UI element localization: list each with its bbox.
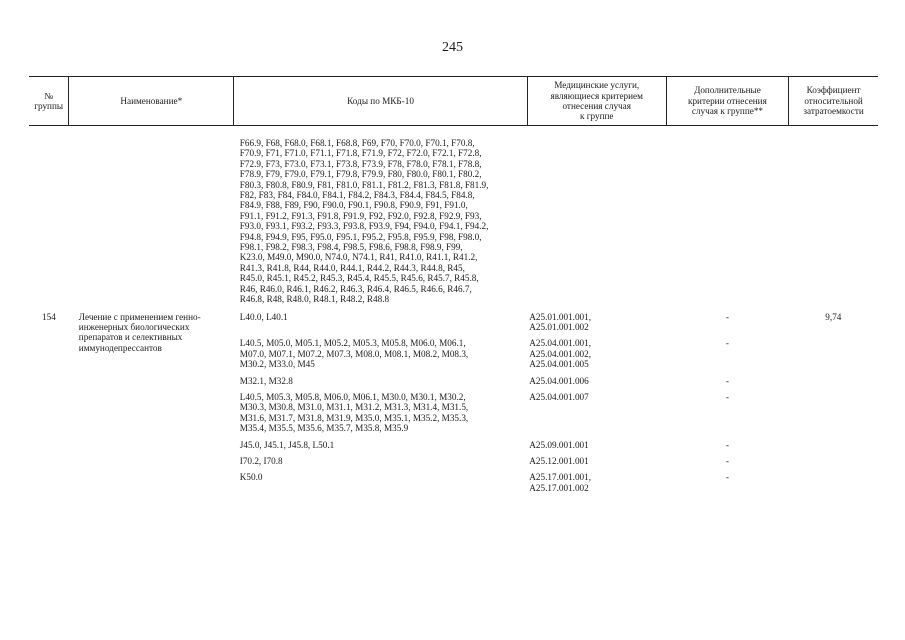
header-group-number: № группы [29, 77, 69, 126]
page-number: 245 [442, 40, 463, 55]
medical-services: A25.01.001.001, A25.01.001.002 [529, 311, 592, 332]
continuation-icd-codes: F66.9, F68, F68.0, F68.1, F68.8, F69, F70, F70.0, F70.1, F70.8, F70.9, F71, F71.0, F71.1, F71.8, F71.9, F72, F72.0, F72.1, F72.8, F72.9, F73, F73.0, F73.1, F73.8, F73.9, F78, F78.0, F78.1, F78.8, F78.9, F79, F79.0, F79.1, F79.8, F79.9, F80, F80.0, F80.1, F80.2, F80.3, F80.8, F80.9, F81, F81.0, F81.1, F81.2, F81.3, F81.8, F81.9, F82, F83, F84, F84.0, F84.1, F84.2, F84.3, F84.4, F84.5, F84.8, F84.9, F88, F89, F90, F90.0, F90.1, F90.8, F90.9, F91, F91.0, F91.1, F91.2, F91.3, F91.8, F91.9, F92, F92.0, F92.8, F92.9, F93, F93.0, F93.1, F93.2, F93.3, F93.8, F93.9, F94, F94.0, F94.1, F94.2, F94.8, F94.9, F95, F95.0, F95.1, F95.2, F95.8, F95.9, F98, F98.0, F98.1, F98.2, F98.3, F98.4, F98.5, F98.6, F98.8, F98.9, F99, K23.0, M49.0, M90.0, N74.0, N74.1, R41, R41.0, R41.1, R41.2, R41.3, R41.8, R44, R44.0, R44.1, R44.2, R44.3, R44.8, R45, R45.0, R45.1, R45.2, R45.3, R45.4, R45.5, R45.6, R45.7, R45.8, R46, R46.0, R46.1, R46.2, R46.3, R46.4, R46.5, R46.6, R46.7, R46.8, R48, R48.0, R48.1, R48.2, R48.8 [239, 138, 489, 305]
icd-codes: I70.2, I70.8 [239, 455, 283, 466]
header-icd-codes: Коды по МКБ-10 [234, 77, 528, 126]
cell-empty [666, 126, 789, 311]
icd-codes: L40.5, M05.0, M05.1, M05.2, M05.3, M05.8, M06.0, M06.1, M07.0, M07.1, M07.2, M07.3, M08.0, M08.1, M08.2, M08.3, M30.2, M33.0, M45 [239, 338, 469, 370]
header-medical-services: Медицинские услуги, являющиеся критерием отнесения случая к группе [527, 77, 666, 126]
cell-empty [527, 126, 666, 311]
header-cost-coefficient: Коэффициент относительной затратоемкости [789, 77, 878, 126]
medical-services: A25.12.001.001 [529, 455, 589, 466]
medical-services: A25.17.001.001, A25.17.001.002 [529, 472, 592, 493]
additional-criteria: - [725, 391, 729, 402]
medical-services: A25.04.001.001, A25.04.001.002, A25.04.001.005 [529, 338, 592, 370]
icd-codes: L40.0, L40.1 [239, 311, 288, 322]
cost-coefficient: 9,74 [825, 311, 842, 322]
cell-empty [29, 126, 69, 311]
medical-services: A25.09.001.001 [529, 439, 589, 450]
table-row [29, 311, 878, 333]
icd-codes: J45.0, J45.1, J45.8, L50.1 [239, 439, 335, 450]
table-row-continuation [29, 126, 878, 311]
header-name: Наименование* [69, 77, 234, 126]
medical-services: A25.04.001.006 [529, 375, 589, 386]
medical-services: A25.04.001.007 [529, 391, 589, 402]
header-additional-criteria: Дополнительные критерии отнесения случая к группе** [666, 77, 789, 126]
additional-criteria: - [725, 472, 729, 483]
additional-criteria: - [725, 455, 729, 466]
additional-criteria: - [725, 311, 729, 322]
additional-criteria: - [725, 375, 729, 386]
cell-empty [69, 126, 234, 311]
icd-codes: L40.5, M05.3, M05.8, M06.0, M06.1, M30.0, M30.1, M30.2, M30.3, M30.8, M31.0, M31.1, M31.2, M31.3, M31.4, M31.5, M31.6, M31.7, M31.8, M31.9, M35.0, M35.1, M35.2, M35.3, M35.4, M35.5, M35.6, M35.7, M35.8, M35.9 [239, 391, 469, 434]
group-name: Лечение с применением генно- инженерных биологических препаратов и селективных иммунодепрессантов [78, 311, 201, 353]
group-number: 154 [42, 311, 56, 322]
ksg-table [29, 76, 878, 493]
icd-codes: K50.0 [239, 472, 263, 483]
icd-codes: M32.1, M32.8 [239, 375, 293, 386]
additional-criteria: - [725, 338, 729, 349]
additional-criteria: - [725, 439, 729, 450]
cell-empty [789, 126, 878, 311]
table-header [29, 77, 878, 126]
